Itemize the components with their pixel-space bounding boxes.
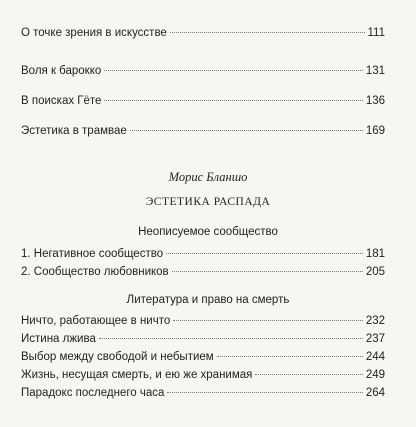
- toc-entry-page: 111: [367, 27, 385, 39]
- toc-entry-title: Ничто, работающее в ничто: [21, 315, 171, 327]
- toc-entry[interactable]: [21, 64, 385, 78]
- toc-entry[interactable]: [21, 265, 385, 279]
- toc-leader: [167, 392, 362, 393]
- toc-entry-page: 205: [365, 266, 385, 278]
- toc-entry-page: 244: [365, 351, 385, 363]
- toc-entry-title: Эстетика в трамвае: [21, 125, 127, 137]
- toc-entry[interactable]: [21, 350, 385, 364]
- toc-leader: [99, 338, 363, 339]
- toc-entry-title: 1. Негативное сообщество: [21, 248, 164, 260]
- section-heading: Неописуемое сообщество: [138, 226, 278, 238]
- toc-entry-title: Выбор между свободой и небытием: [21, 351, 214, 363]
- toc-leader: [104, 70, 363, 71]
- toc-entry-page: 181: [365, 248, 385, 260]
- toc-entry-title: О точке зрения в искусстве: [21, 27, 167, 39]
- toc-entry-title: Жизнь, несущая смерть, и ею же хранимая: [21, 369, 253, 381]
- toc-entry-title: Воля к барокко: [21, 65, 102, 77]
- toc-leader: [172, 271, 363, 272]
- toc-entry-page: 131: [365, 65, 385, 77]
- toc-entry[interactable]: [21, 314, 385, 328]
- toc-leader: [255, 374, 362, 375]
- toc-leader: [217, 356, 363, 357]
- toc-entry-page: 136: [365, 95, 385, 107]
- toc-leader: [104, 100, 362, 101]
- toc-entry-title: 2. Сообщество любовников: [21, 266, 169, 278]
- toc-entry[interactable]: [21, 332, 385, 346]
- toc-entry[interactable]: [21, 124, 385, 138]
- section-heading: Литература и право на смерть: [126, 294, 290, 306]
- toc-leader: [130, 130, 363, 131]
- book-title: ЭСТЕТИКА РАСПАДА: [145, 196, 271, 208]
- toc-entry-page: 264: [365, 387, 385, 399]
- toc-entry[interactable]: [21, 368, 385, 382]
- toc-entry-title: Парадокс последнего часа: [21, 387, 165, 399]
- toc-entry[interactable]: [21, 247, 385, 261]
- toc-leader: [166, 253, 363, 254]
- author-name: Морис Бланшо: [168, 170, 248, 184]
- toc-entry-title: Истина лжива: [21, 333, 96, 345]
- toc-entry[interactable]: [21, 94, 385, 108]
- toc-entry-page: 237: [365, 333, 385, 345]
- toc-entry[interactable]: [21, 386, 385, 400]
- toc-entry-page: 249: [365, 369, 385, 381]
- toc-entry[interactable]: [21, 26, 385, 40]
- toc-leader: [173, 320, 363, 321]
- toc-entry-page: 169: [365, 125, 385, 137]
- toc-entry-title: В поисках Гёте: [21, 95, 102, 107]
- toc-entry-page: 232: [365, 315, 385, 327]
- toc-leader: [170, 32, 365, 33]
